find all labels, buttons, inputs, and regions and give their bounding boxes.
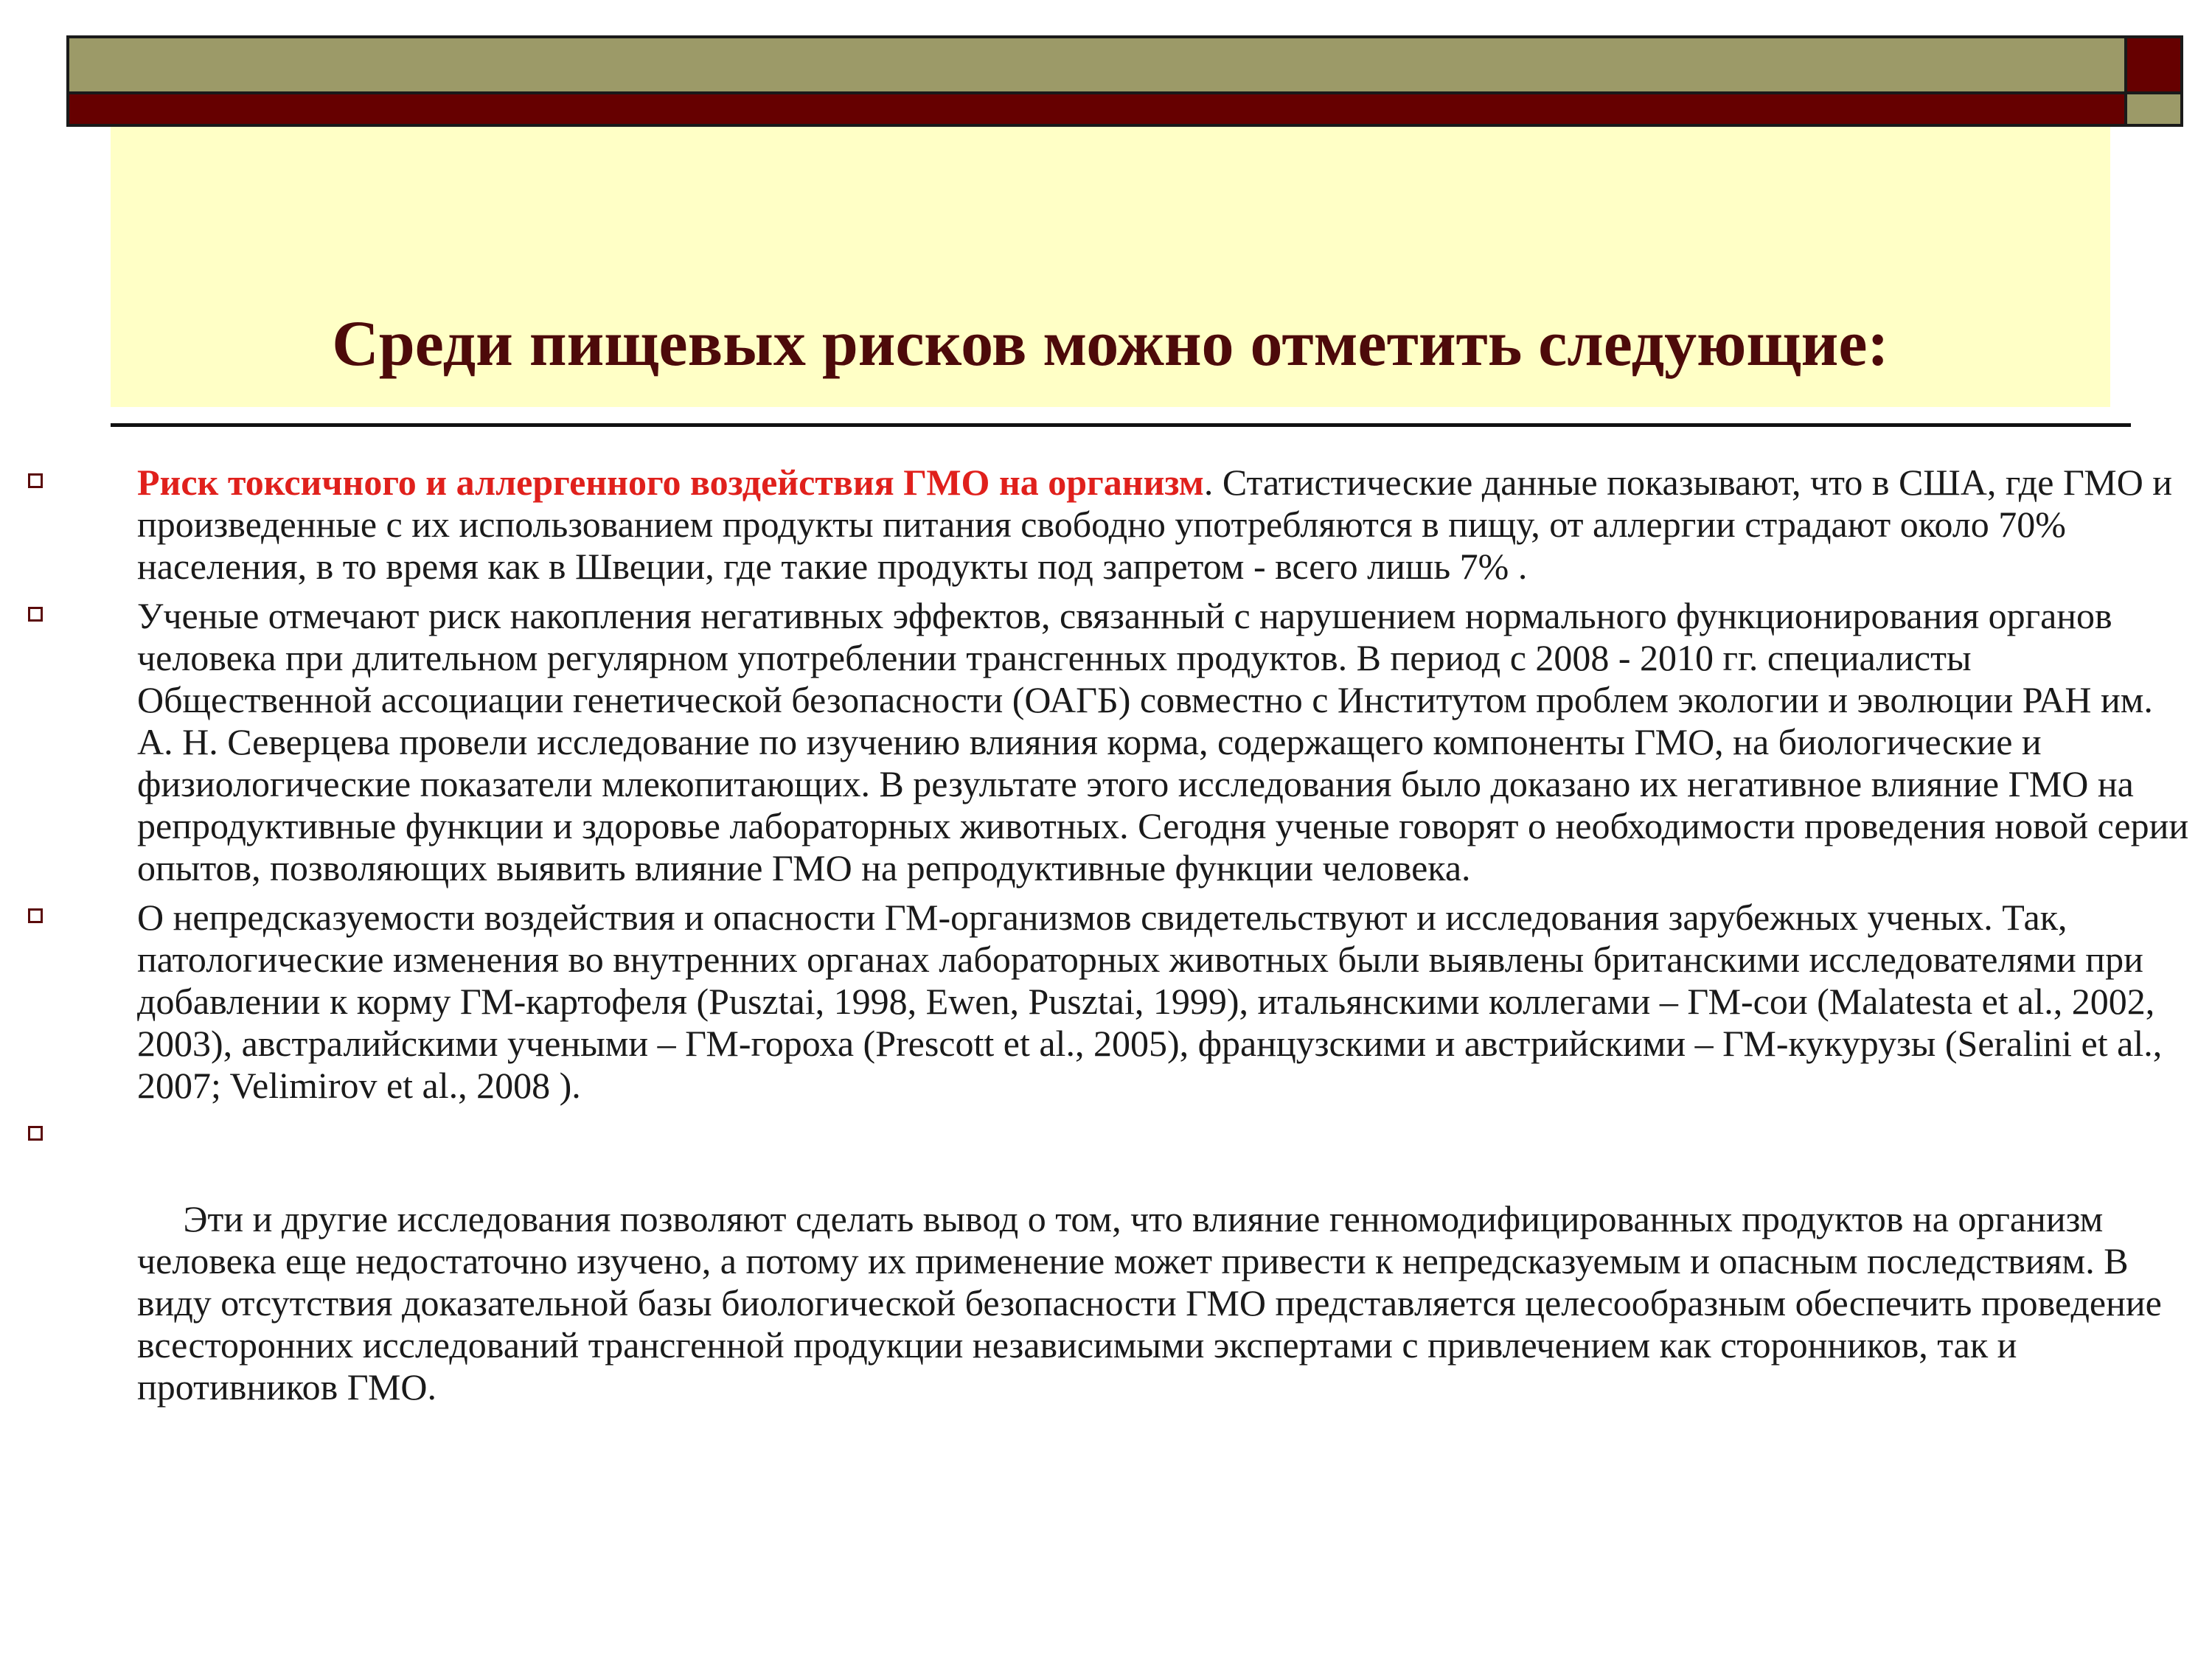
bullet-list xyxy=(0,462,2212,1458)
header-square-red xyxy=(2124,35,2183,94)
square-bullet-icon xyxy=(28,908,43,923)
bullet-item-3 xyxy=(0,897,2212,1107)
header-square-olive xyxy=(2124,91,2183,127)
square-bullet-icon xyxy=(28,473,43,488)
bullet-item-2 xyxy=(0,595,2212,889)
square-bullet-icon xyxy=(28,607,43,622)
bullet-text: . Статистические данные показывают, что в США, где ГМО и произведенные с их использованием продукты питания свободно употребляются в пищу, от аллергии страдают около 70% населения, в то время как в Швеции, где такие продукты под запретом - всего лишь 7% . xyxy=(137,462,2173,587)
bullet-item-1 xyxy=(0,462,2212,588)
header-bar-dark-red xyxy=(66,91,2128,127)
bullet-highlight: Риск токсичного и аллергенного воздействия ГМО на организм xyxy=(137,462,1204,503)
slide-title: Среди пищевых рисков можно отметить следующие: xyxy=(332,308,1889,380)
bullet-text: Эти и другие исследования позволяют сделать вывод о том, что влияние генномодифицированных продуктов на организм человека еще недостаточно изучено, а потому их применение может привести к непредсказуемым и опасным последствиям. В виду отсутствия доказательной базы биологической безопасности ГМО представляется целесообразным обеспечить проведение всесторонних исследований трансгенной продукции независимыми экспертами с привлечением как сторонников, так и противников ГМО. xyxy=(137,1198,2171,1408)
square-bullet-icon xyxy=(28,1126,43,1141)
title-panel xyxy=(111,127,2110,407)
bullet-text: Ученые отмечают риск накопления негативных эффектов, связанный с нарушением нормального функционирования органов человека при длительном регулярном употреблении трансгенных продуктов. В период с 2008 - 2010 гг. специалисты Общественной ассоциации генетической безопасности (ОАГБ) совместно с Институтом проблем экологии и эволюции РАН им. А. Н. Северцева провели исследование по изучению влияния корма, содержащего компоненты ГМО, на биологические и физиологические показатели млекопитающих. В результате этого исследования было доказано их негативное влияние ГМО на репродуктивные функции и здоровье лабораторных животных. Сегодня ученые говорят о необходимости проведения новой серии опытов, позволяющих выявить влияние ГМО на репродуктивные функции человека. xyxy=(137,595,2189,888)
title-divider xyxy=(111,423,2131,427)
bullet-text: О непредсказуемости воздействия и опасности ГМ-организмов свидетельствуют и исследования зарубежных ученых. Так, патологические изменения во внутренних органах лабораторных животных были выявлены британскими исследователями при добавлении к корму ГМ-картофеля (Pusztai, 1998, Ewen, Pusztai, 1999), итальянскими коллегами – ГМ-сои (Malatesta et al., 2002, 2003), австралийскими учеными – ГМ-гороха (Prescott et al., 2005), французскими и австрийскими – ГМ-кукурузы (Seralini et al., 2007; Velimirov et al., 2008 ). xyxy=(137,897,2163,1106)
bullet-item-4 xyxy=(0,1114,2212,1450)
header-bar-olive xyxy=(66,35,2128,94)
